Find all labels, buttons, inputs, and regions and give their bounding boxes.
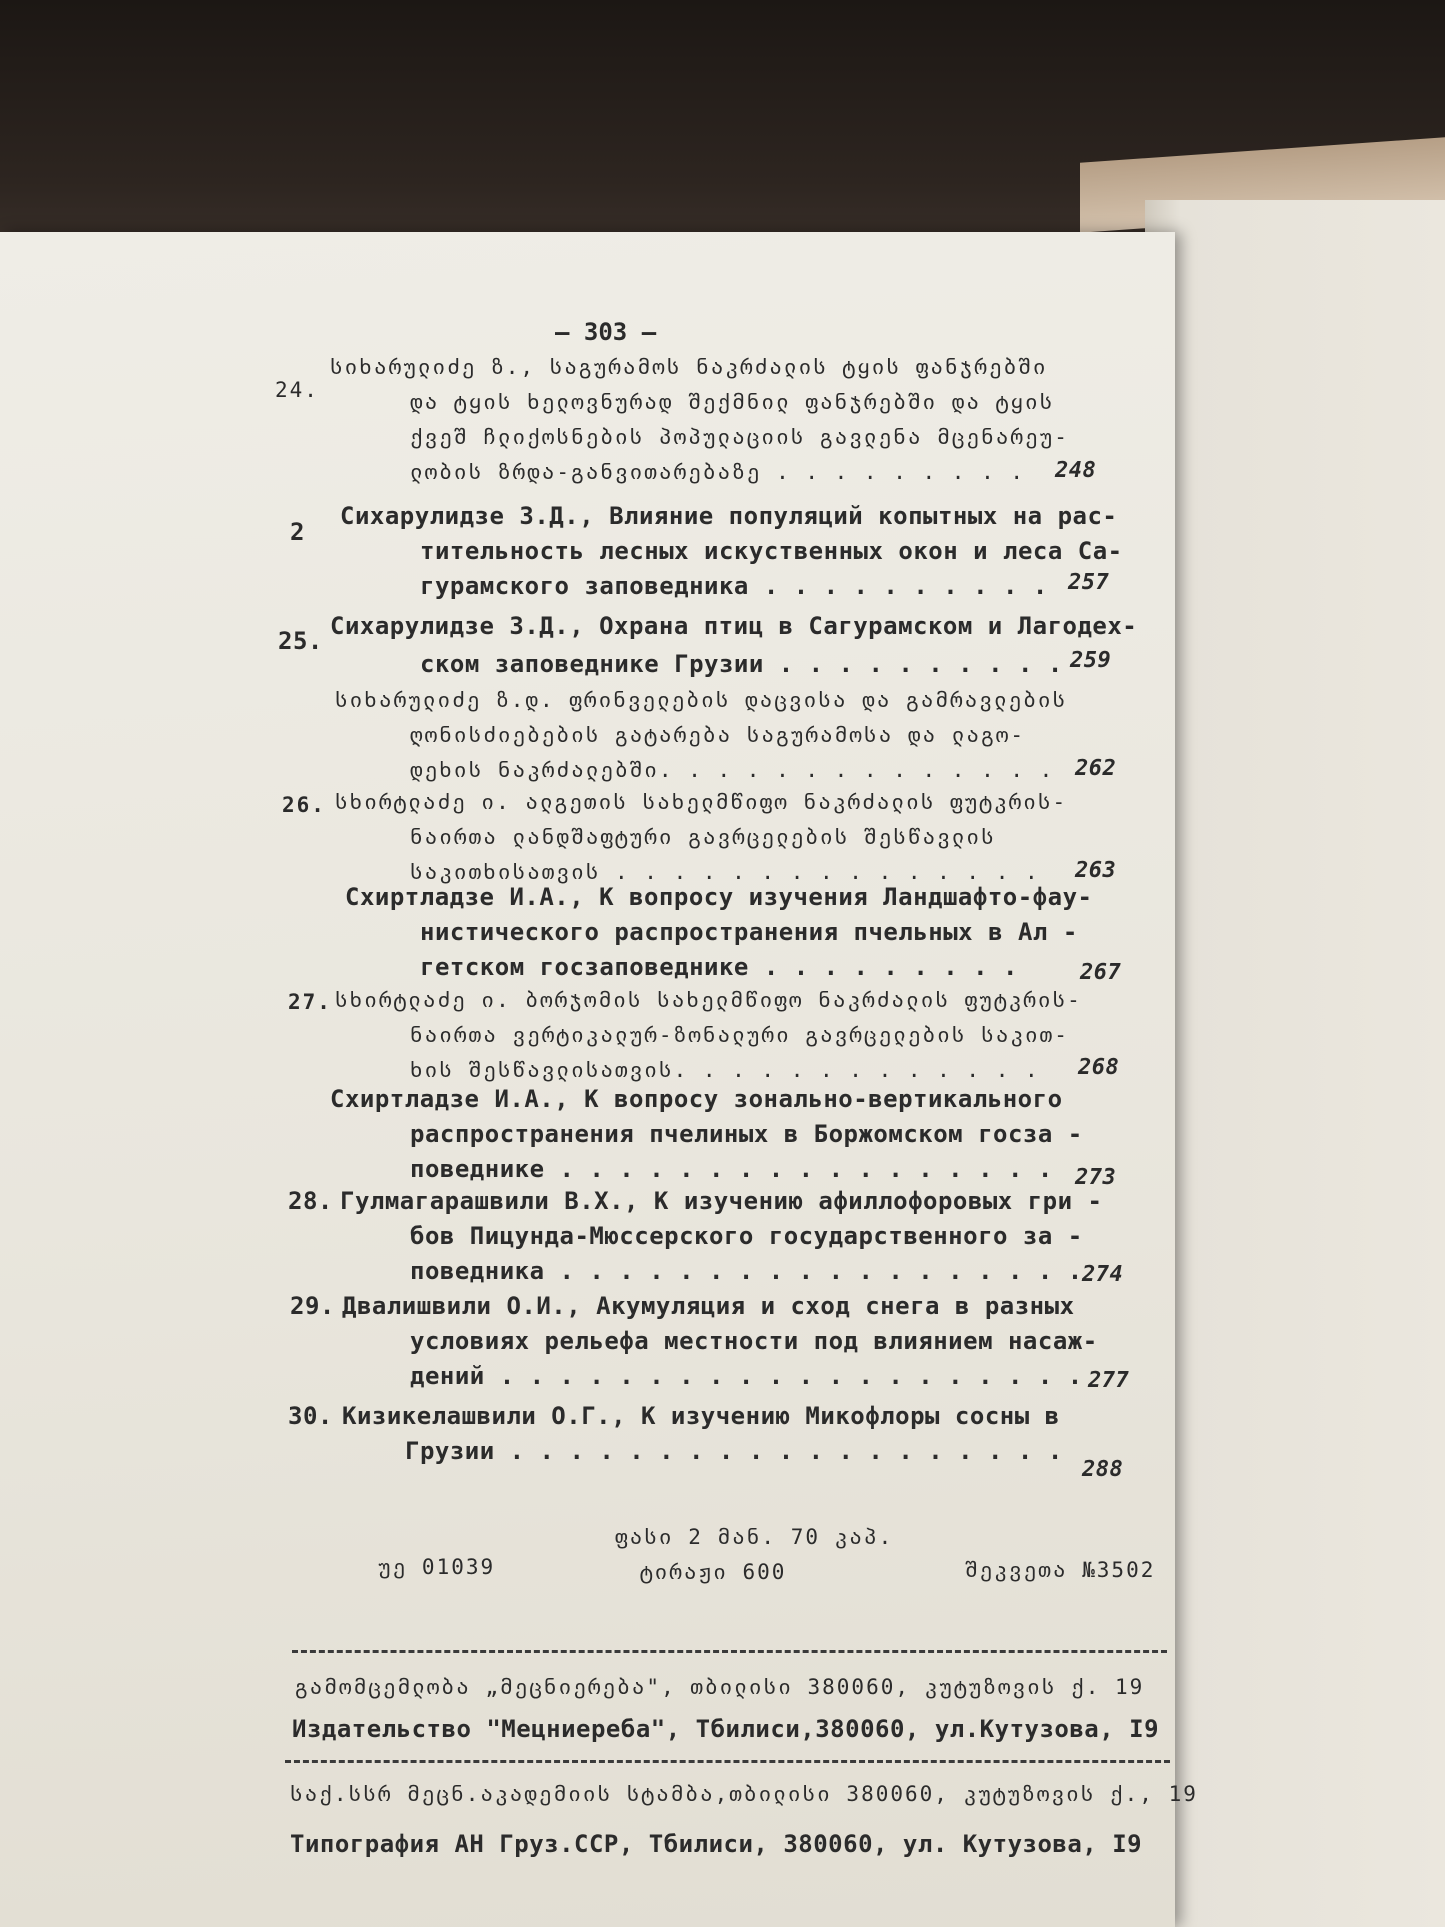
entry-30-number: 30.: [288, 1402, 333, 1430]
entry-26-line-1: სხირტლაძე ი. ალგეთის სახელმწიფო ნაკრძალის ფუტკრის-: [335, 790, 1068, 814]
entry-28-line-1: Гулмагарашвили В.Х., К изучению афиллофоровых гри -: [340, 1187, 1103, 1215]
entry-25-line-2: ском заповеднике Грузии . . . . . . . . . .: [420, 650, 1063, 678]
entry-24-line-2: და ტყის ხელოვნურად შექმნილ ფანჯრებში და ტყის: [410, 390, 1055, 414]
divider-top: [292, 1650, 1167, 1653]
entry-28-line-2: бов Пицунда-Мюссерского государственного за -: [410, 1222, 1083, 1250]
entry-27-line-3: ხის შესწავლისათვის. . . . . . . . . . . . .: [410, 1058, 1040, 1082]
page-number: — 303 —: [555, 318, 657, 346]
facing-page: [1145, 200, 1445, 1927]
entry-24-line-3: ქვეშ ჩლიქოსნების პოპულაციის გავლენა მცენარეუ-: [410, 425, 1069, 449]
entry-26-page: 263: [1075, 858, 1117, 883]
entry-borjomi-ru-line-1: Схиртладзе И.А., К вопросу зонально-вертикального: [330, 1085, 1063, 1113]
entry-27-page: 268: [1078, 1055, 1120, 1080]
entry-24-number: 24.: [275, 378, 319, 402]
entry-borjomi-ru-line-2: распространения пчелиных в Боржомском госза -: [410, 1120, 1083, 1148]
entry-algeti-ru-line-2: нистического распространения пчельных в Ал -: [420, 918, 1078, 946]
entry-29-line-2: условиях рельефа местности под влиянием насаж-: [410, 1327, 1098, 1355]
entry-2-line-1: Сихарулидзе З.Д., Влияние популяций копытных на рас-: [340, 502, 1118, 530]
entry-25-line-1: Сихарулидзе З.Д., Охрана птиц в Сагурамском и Лагодех-: [330, 612, 1138, 640]
entry-24-page: 248: [1055, 458, 1097, 483]
entry-30-line-1: Кизикелашвили О.Г., К изучению Микофлоры сосны в: [342, 1402, 1060, 1430]
entry-bird-geo-line-2: ღონისძიებების გატარება საგურამოსა და ლაგო-: [410, 723, 1026, 747]
entry-2-number: 2: [290, 518, 305, 546]
entry-27-number: 27.: [288, 990, 332, 1014]
publisher-georgian: გამომცემლობა „მეცნიერება", თბილისი 380060, კუტუზოვის ქ. 19: [295, 1675, 1145, 1699]
entry-bird-geo-page: 262: [1075, 756, 1117, 781]
entry-bird-geo-line-1: სიხარულიძე ზ.დ. ფრინველების დაცვისა და გამრავლების: [335, 688, 1068, 712]
entry-29-number: 29.: [290, 1292, 335, 1320]
entry-30-line-2: Грузии . . . . . . . . . . . . . . . . . . .: [405, 1437, 1063, 1465]
entry-27-line-2: ნაირთა ვერტიკალურ-ზონალური გავრცელების საკით-: [410, 1023, 1069, 1047]
entry-26-number: 26.: [282, 793, 326, 817]
entry-26-line-2: ნაირთა ლანდშაფტური გავრცელების შესწავლის: [410, 825, 996, 849]
entry-27-line-1: სხირტლაძე ი. ბორჯომის სახელმწიფო ნაკრძალის ფუტკრის-: [335, 988, 1082, 1012]
circulation: ტირაჟი 600: [640, 1560, 787, 1584]
entry-algeti-ru-page: 267: [1080, 960, 1122, 985]
entry-29-page: 277: [1088, 1368, 1130, 1393]
entry-24-line-1: სიხარულიძე ზ., საგურამოს ნაკრძალის ტყის ფანჯრებში: [330, 355, 1048, 379]
entry-29-line-1: Двалишвили О.И., Акумуляция и сход снега в разных: [342, 1292, 1075, 1320]
order-number: შეკვეთა №3502: [965, 1558, 1156, 1582]
printer-georgian: საქ.სსრ მეცნ.აკადემიის სტამბა,თბილისი 380060, კუტუზოვის ქ., 19: [290, 1782, 1198, 1806]
entry-bird-geo-line-3: დეხის ნაკრძალებში. . . . . . . . . . . . . .: [410, 758, 1055, 782]
registration-code: უე 01039: [378, 1555, 496, 1579]
entry-28-page: 274: [1082, 1262, 1124, 1287]
entry-borjomi-ru-line-3: поведнике . . . . . . . . . . . . . . . . .: [410, 1155, 1053, 1183]
entry-algeti-ru-line-1: Схиртладзе И.А., К вопросу изучения Ландшафто-фау-: [345, 883, 1093, 911]
entry-28-line-3: поведника . . . . . . . . . . . . . . . . . .: [410, 1257, 1083, 1285]
entry-24-line-4: ლობის ზრდა-განვითარებაზე . . . . . . . . .: [410, 460, 1026, 484]
entry-26-line-3: საკითხისათვის . . . . . . . . . . . . . . .: [410, 860, 1040, 884]
printer-russian: Типография АН Груз.ССР, Тбилиси, 380060, ул. Кутузова, I9: [290, 1830, 1143, 1858]
entry-2-line-3: гурамского заповедника . . . . . . . . . .: [420, 572, 1048, 600]
price: ფასი 2 მან. 70 კაპ.: [615, 1525, 894, 1549]
entry-2-page: 257: [1068, 570, 1110, 595]
entry-borjomi-ru-page: 273: [1075, 1165, 1117, 1190]
entry-25-page: 259: [1070, 648, 1112, 673]
entry-30-page: 288: [1082, 1457, 1124, 1482]
entry-28-number: 28.: [288, 1187, 333, 1215]
entry-29-line-3: дений . . . . . . . . . . . . . . . . . . . .: [410, 1362, 1083, 1390]
divider-bottom: [285, 1760, 1170, 1763]
entry-algeti-ru-line-3: гетском госзаповеднике . . . . . . . . .: [420, 953, 1018, 981]
entry-2-line-2: тительность лесных искуственных окон и леса Са-: [420, 537, 1123, 565]
entry-25-number: 25.: [278, 627, 323, 655]
publisher-russian: Издательство "Мецниереба", Тбилиси,380060, ул.Кутузова, I9: [292, 1715, 1160, 1743]
